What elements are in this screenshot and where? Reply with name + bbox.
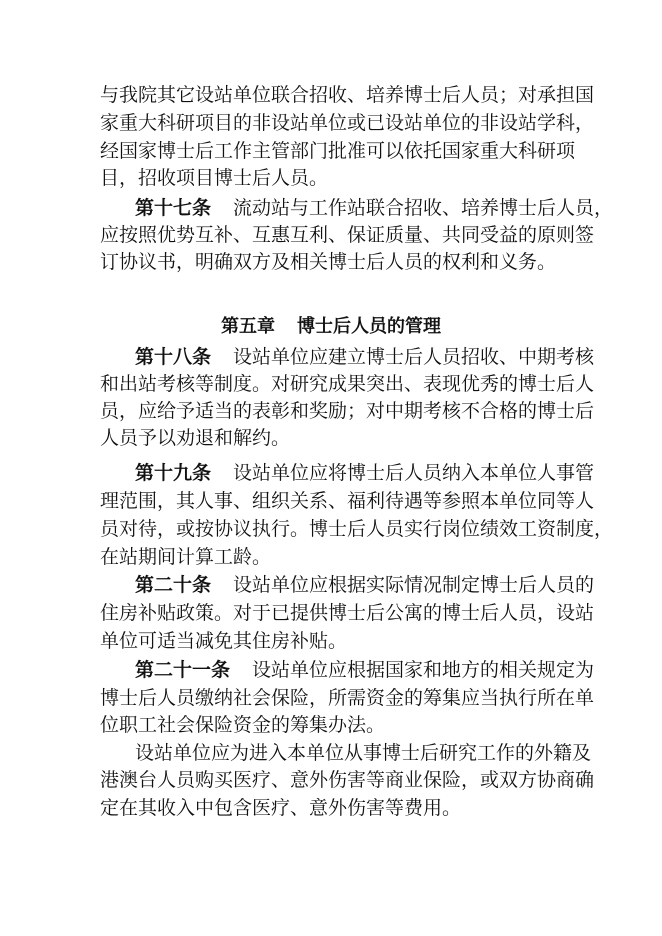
text-line: 和出站考核等制度。对研究成果突出、表现优秀的博士后人 <box>100 373 595 395</box>
text-line: 应按照优势互补、互惠互利、保证质量、共同受益的原则签 <box>100 224 595 246</box>
text-line: 设站单位应根据实际情况制定博士后人员的 <box>233 574 595 596</box>
article-20-first-line <box>135 571 595 599</box>
article-21-first-line <box>135 656 595 684</box>
text-line: 设站单位应将博士后人员纳入本单位人事管 <box>233 462 595 484</box>
chapter-title: 博士后人员的管理 <box>297 316 441 337</box>
text-line: 员对待，或按协议执行。博士后人员实行岗位绩效工资制度， <box>100 518 614 540</box>
text-line: 人员予以劝退和解约。 <box>100 427 291 449</box>
text-line: 在站期间计算工龄。 <box>100 546 272 568</box>
text-line: 单位可适当减免其住房补贴。 <box>100 630 348 652</box>
text-line: 设站单位应为进入本单位从事博士后研究工作的外籍及 <box>135 742 592 764</box>
text-line: 博士后人员缴纳社会保险，所需资金的筹集应当执行所在单 <box>100 687 595 709</box>
article-18-first-line <box>135 343 595 371</box>
text-line: 理范围，其人事、组织关系、福利待遇等参照本单位同等人 <box>100 490 595 512</box>
text-line: 流动站与工作站联合招收、培养博士后人员， <box>233 197 614 219</box>
text-line: 住房补贴政策。对于已提供博士后公寓的博士后人员，设站 <box>100 602 595 624</box>
article-number: 第二十条 <box>135 574 212 596</box>
text-line: 经国家博士后工作主管部门批准可以依托国家重大科研项 <box>100 140 576 162</box>
article-number: 第十八条 <box>135 346 212 368</box>
article-17-first-line <box>135 194 614 222</box>
text-line: 定在其收入中包含医疗、意外伤害等费用。 <box>100 797 462 819</box>
article-number: 第二十一条 <box>135 659 231 681</box>
text-line: 订协议书，明确双方及相关博士后人员的权利和义务。 <box>100 251 557 273</box>
text-line: 设站单位应建立博士后人员招收、中期考核 <box>233 346 595 368</box>
text-line: 设站单位应根据国家和地方的相关规定为 <box>252 659 595 681</box>
text-line: 目，招收项目博士后人员。 <box>100 167 329 189</box>
text-line: 与我院其它设站单位联合招收、培养博士后人员；对承担国 <box>100 84 595 106</box>
text-line: 员，应给予适当的表彰和奖励；对中期考核不合格的博士后 <box>100 400 595 422</box>
text-line: 港澳台人员购买医疗、意外伤害等商业保险，或双方协商确 <box>100 769 595 791</box>
text-line: 位职工社会保险资金的筹集办法。 <box>100 714 386 736</box>
chapter-heading <box>0 313 662 341</box>
article-19-first-line <box>135 459 595 487</box>
text-line: 家重大科研项目的非设站单位或已设站单位的非设站学科， <box>100 112 595 134</box>
article-number: 第十九条 <box>135 462 212 484</box>
chapter-number: 第五章 <box>221 316 275 337</box>
article-number: 第十七条 <box>135 197 212 219</box>
